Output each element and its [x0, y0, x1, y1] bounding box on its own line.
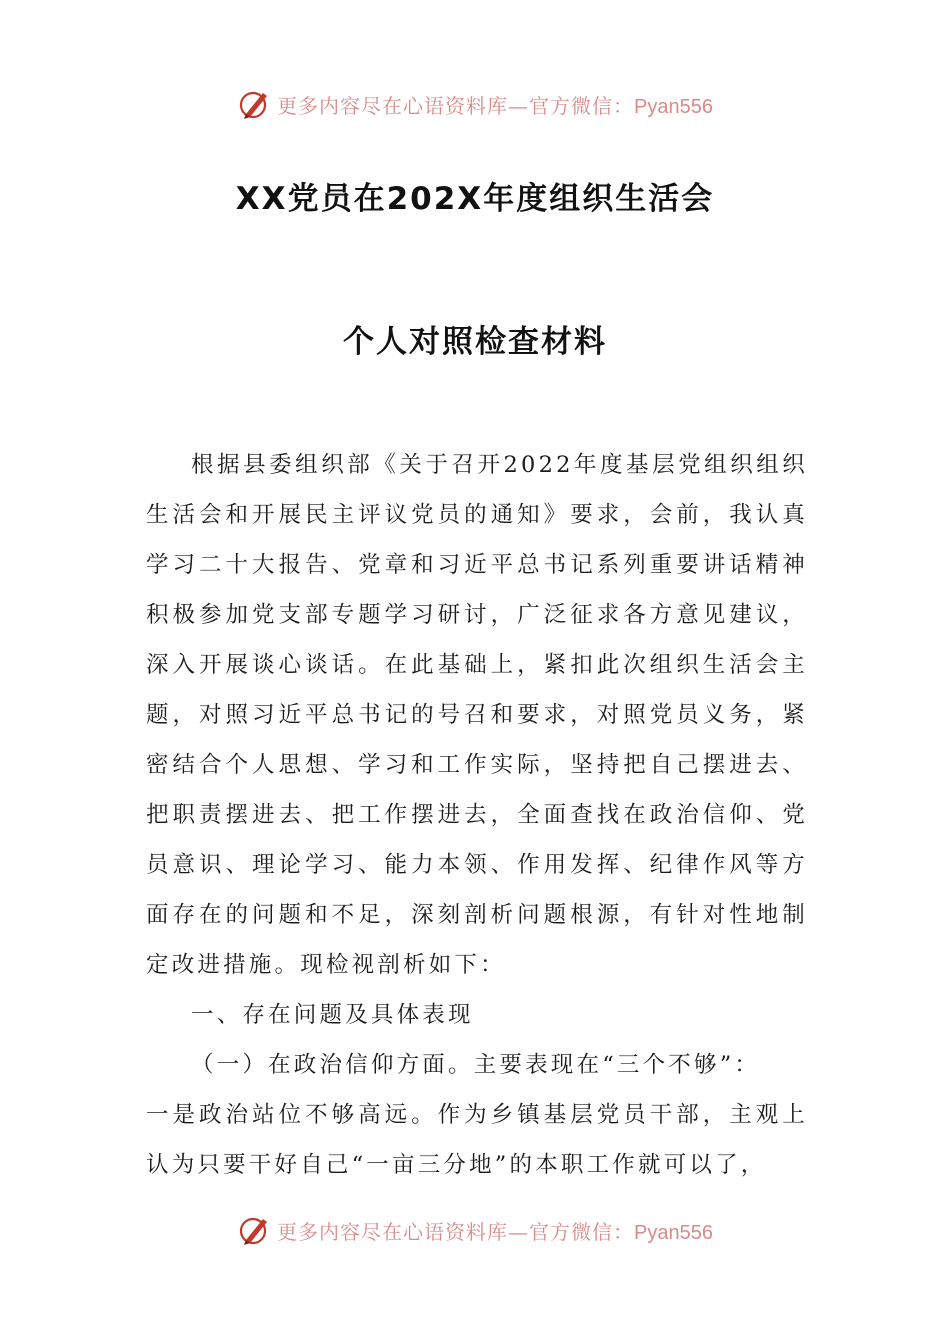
document-title-line1: XX党员在202X年度组织生活会 [235, 181, 715, 217]
section-heading: 一、存在问题及具体表现 [191, 1002, 474, 1028]
watermark-footer [0, 1210, 950, 1250]
document-body [146, 440, 808, 1190]
intro-paragraph: 根据县委组织部《关于召开2022年度基层党组织组织生活会和开展民主评议党员的通知》要求，会前，我认真学习二十大报告、党章和习近平总书记系列重要讲话精神积极参加党支部专题学习研讨，广泛征求各方意见建议，深入开展谈心谈话。在此基础上，紧扣此次组织生活会主题，对照习近平总书记的号召和要求，对照党员义务，紧密结合个人思想、学习和工作实际，坚持把自己摆进去、把职责摆进去、把工作摆进去，全面查找在政治信仰、党员意识、理论学习、能力本领、作用发挥、纪律作风等方面存在的问题和不足，深刻剖析问题根源，有针对性地制定改进措施。现检视剖析如下： [146, 452, 808, 978]
pen-in-circle-icon [237, 87, 271, 121]
subsection-paragraph: （一）在政治信仰方面。主要表现在“三个不够”： [191, 1052, 761, 1078]
document-title-line2: 个人对照检查材料 [343, 324, 607, 360]
watermark-id: Pyan556 [634, 95, 713, 118]
watermark-id: Pyan556 [634, 1221, 713, 1244]
watermark-text: 更多内容尽在心语资料库—官方微信： [277, 93, 635, 118]
detail-paragraph: 一是政治站位不够高远。作为乡镇基层党员干部，主观上认为只要干好自己“一亩三分地”的本职工作就可以了， [146, 1102, 808, 1178]
watermark-text: 更多内容尽在心语资料库—官方微信： [277, 1219, 635, 1244]
pen-in-circle-icon [237, 1213, 271, 1247]
watermark-header [0, 84, 950, 124]
